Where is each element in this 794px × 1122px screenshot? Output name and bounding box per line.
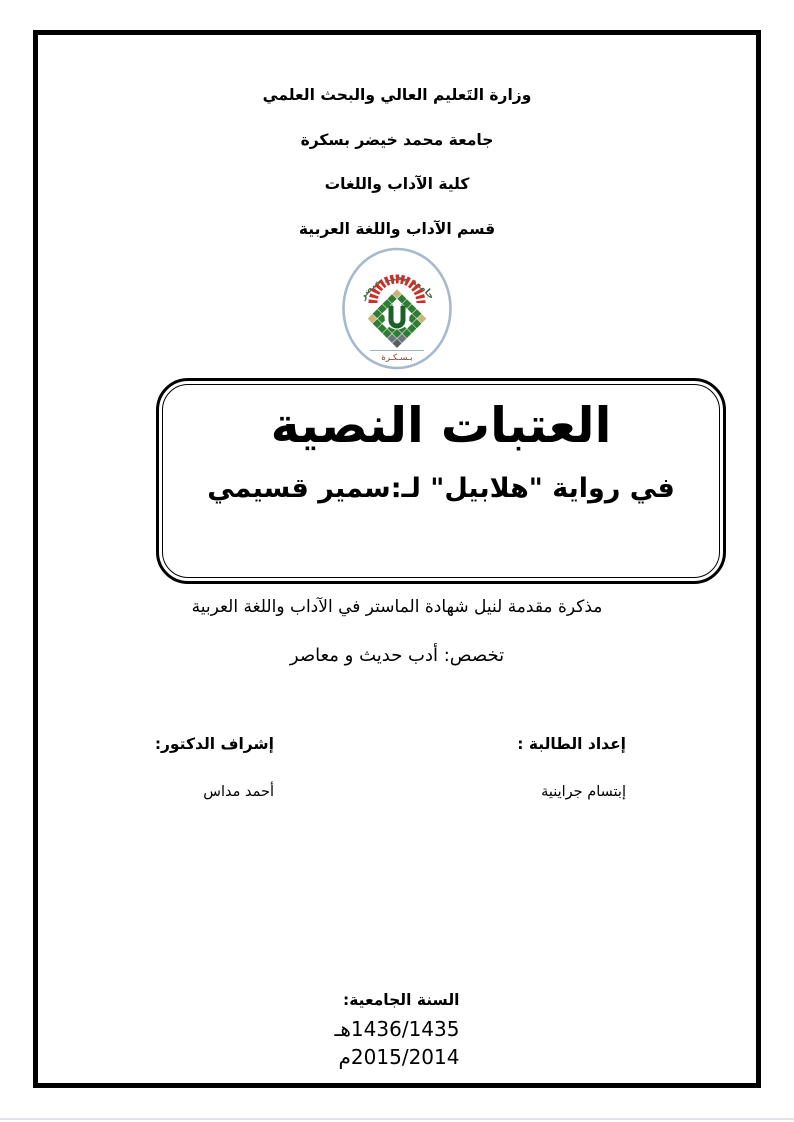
title-box (156, 378, 726, 584)
thesis-title: العتبات النصية (270, 397, 612, 454)
supervisor-label: إشراف الدكتور: (154, 735, 274, 753)
student-block (517, 735, 626, 800)
academic-year-block (335, 985, 460, 1071)
student-name: إبتسام جراينية (541, 784, 626, 800)
faculty-line: كلية الآداب واللغات (324, 175, 470, 193)
university-emblem-icon (341, 247, 453, 370)
gregorian-year: 2015/2014م (338, 1045, 460, 1069)
student-label: إعداد الطالبة : (517, 735, 626, 753)
department-line: قسم الآداب واللغة العربية (298, 219, 496, 238)
supervisor-name: أحمد مداس (203, 784, 274, 800)
page-border-frame (33, 30, 761, 1088)
title-box-inner-border (162, 384, 720, 578)
university-line: جامعة محمد خيضر بسكرة (300, 130, 494, 149)
ministry-line: وزارة التَعليم العالي والبحث العلمي (262, 86, 532, 104)
thesis-description: مذكرة مقدمة لنيل شهادة الماستر في الآداب واللغة العربية (191, 597, 603, 617)
university-logo (341, 247, 453, 370)
institution-header (38, 73, 756, 251)
thesis-subtitle: في رواية "هلابيل" لـ:سمير قسيمي (207, 473, 675, 505)
supervisor-block (136, 735, 274, 800)
emblem-city-text: بـسـكـرة (381, 353, 413, 363)
specialization-line: تخصص: أدب حديث و معاصر (289, 645, 505, 666)
page-bottom-separator (0, 1118, 794, 1120)
hijri-year: 1436/1435هـ (334, 1017, 460, 1041)
emblem-arc-text: جامعة محمد خيضر (358, 273, 436, 302)
academic-year-label: السنة الجامعية: (343, 991, 460, 1009)
